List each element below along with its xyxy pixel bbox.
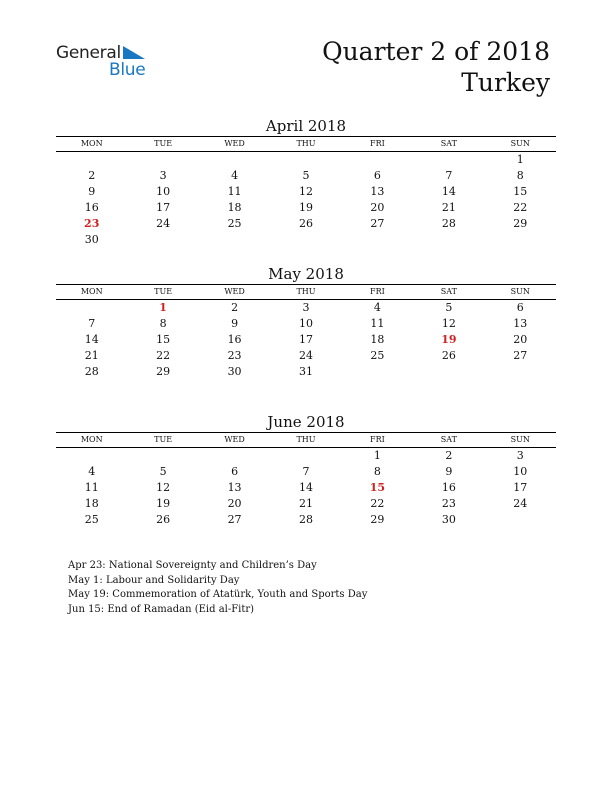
day-cell: 4 — [373, 301, 381, 314]
day-cell: 2 — [231, 301, 239, 314]
day-cell: 2 — [88, 169, 96, 182]
day-cell — [413, 152, 484, 168]
day-cell — [127, 232, 198, 248]
weekday-label: SUN — [510, 139, 530, 148]
week-row — [56, 348, 556, 364]
holiday-notes — [68, 559, 367, 617]
day-cell: 28 — [441, 217, 456, 230]
day-cell: 11 — [227, 185, 242, 198]
weekday-header — [56, 432, 556, 448]
day-cell: 28 — [298, 513, 313, 526]
weekday-label: SUN — [510, 435, 530, 444]
day-cell: 29 — [370, 513, 385, 526]
day-cell — [485, 232, 556, 248]
day-cell: 18 — [370, 333, 385, 346]
day-cell: 8 — [159, 317, 167, 330]
day-cell: 16 — [227, 333, 242, 346]
day-cell: 30 — [441, 513, 456, 526]
day-cell: 6 — [516, 301, 524, 314]
day-cell: 7 — [445, 169, 453, 182]
weekday-label: SAT — [440, 287, 457, 296]
day-cell: 29 — [513, 217, 528, 230]
day-cell: 20 — [370, 201, 385, 214]
holiday-note: May 1: Labour and Solidarity Day — [68, 574, 240, 586]
day-cell: 7 — [302, 465, 310, 478]
holiday-day-cell: 15 — [369, 481, 386, 494]
day-cell: 23 — [227, 349, 242, 362]
week-row — [56, 216, 556, 232]
day-cell: 17 — [156, 201, 171, 214]
day-cell: 21 — [84, 349, 99, 362]
day-cell: 12 — [441, 317, 456, 330]
holiday-note: Jun 15: End of Ramadan (Eid al-Fitr) — [68, 603, 255, 615]
day-cell — [342, 232, 413, 248]
month-name: June 2018 — [267, 413, 345, 431]
month-may — [56, 264, 556, 380]
holiday-day-cell: 23 — [84, 217, 100, 230]
day-cell: 18 — [227, 201, 242, 214]
holiday-note: May 19: Commemoration of Atatürk, Youth and Sports Day — [68, 589, 368, 600]
day-cell: 27 — [513, 349, 528, 362]
day-cell: 30 — [84, 233, 99, 246]
day-cell — [199, 448, 270, 464]
weekday-label: TUE — [154, 139, 173, 148]
day-cell — [56, 448, 127, 464]
day-cell: 25 — [227, 217, 242, 230]
logo-flag-icon — [123, 46, 145, 59]
day-cell: 31 — [298, 365, 313, 378]
logo-text-general: General — [56, 43, 121, 63]
day-cell: 12 — [156, 481, 171, 494]
weekday-label: TUE — [154, 435, 173, 444]
day-cell: 15 — [156, 333, 171, 346]
month-name: April 2018 — [265, 117, 347, 135]
day-cell: 5 — [159, 465, 167, 478]
month-april — [56, 116, 556, 248]
day-cell: 7 — [88, 317, 96, 330]
day-cell: 10 — [513, 465, 528, 478]
day-cell: 19 — [156, 497, 171, 510]
general-blue-logo — [56, 43, 156, 83]
week-row — [56, 232, 556, 248]
day-cell: 24 — [298, 349, 313, 362]
day-cell: 4 — [88, 465, 96, 478]
day-cell: 16 — [441, 481, 456, 494]
logo-text-blue: Blue — [109, 60, 146, 80]
day-cell: 13 — [370, 185, 385, 198]
day-cell — [127, 152, 198, 168]
weekday-label: FRI — [370, 139, 385, 148]
day-cell: 3 — [516, 449, 524, 462]
day-cell — [199, 232, 270, 248]
weekday-label: WED — [224, 287, 245, 296]
day-cell: 22 — [513, 201, 528, 214]
day-cell: 28 — [84, 365, 99, 378]
day-cell: 24 — [156, 217, 171, 230]
weekday-label: FRI — [370, 287, 385, 296]
weekday-header — [56, 136, 556, 152]
day-cell: 11 — [84, 481, 99, 494]
day-cell: 8 — [516, 169, 524, 182]
day-cell: 13 — [513, 317, 528, 330]
day-cell: 4 — [231, 169, 239, 182]
day-cell: 25 — [84, 513, 99, 526]
day-cell — [413, 232, 484, 248]
day-cell: 20 — [227, 497, 242, 510]
day-cell: 17 — [513, 481, 528, 494]
week-row — [56, 448, 556, 464]
day-cell: 21 — [298, 497, 313, 510]
day-cell: 5 — [302, 169, 310, 182]
title-quarter: Quarter 2 of 2018 — [322, 37, 550, 66]
day-cell: 1 — [516, 153, 524, 166]
holiday-day-cell: 19 — [441, 333, 457, 346]
day-cell — [485, 364, 556, 380]
month-june — [56, 412, 556, 528]
weekday-header — [56, 284, 556, 300]
day-cell — [56, 300, 127, 316]
day-cell: 15 — [513, 185, 528, 198]
day-cell: 3 — [159, 169, 167, 182]
day-cell: 9 — [445, 465, 453, 478]
day-cell: 5 — [445, 301, 453, 314]
day-cell: 29 — [156, 365, 171, 378]
day-cell: 13 — [227, 481, 242, 494]
day-cell: 6 — [373, 169, 381, 182]
week-row — [56, 152, 556, 168]
week-row — [56, 512, 556, 528]
day-cell: 24 — [513, 497, 528, 510]
day-cell — [270, 448, 341, 464]
week-row — [56, 300, 556, 316]
day-cell — [342, 152, 413, 168]
day-cell — [342, 364, 413, 380]
weekday-label: WED — [224, 139, 245, 148]
day-cell: 14 — [298, 481, 313, 494]
weekday-label: TUE — [154, 287, 173, 296]
week-row — [56, 168, 556, 184]
day-cell: 26 — [298, 217, 313, 230]
weekday-label: SAT — [440, 139, 457, 148]
week-row — [56, 184, 556, 200]
day-cell: 10 — [156, 185, 171, 198]
holiday-note: Apr 23: National Sovereignty and Children’s Day — [68, 560, 317, 571]
day-cell: 12 — [298, 185, 313, 198]
day-cell: 3 — [302, 301, 310, 314]
day-cell — [270, 152, 341, 168]
day-cell: 11 — [370, 317, 385, 330]
week-row — [56, 332, 556, 348]
weekday-label: MON — [80, 139, 103, 148]
weekday-label: THU — [296, 435, 316, 444]
day-cell: 19 — [298, 201, 313, 214]
day-cell: 25 — [370, 349, 385, 362]
weekday-label: FRI — [370, 435, 385, 444]
day-cell: 2 — [445, 449, 453, 462]
week-row — [56, 480, 556, 496]
day-cell: 1 — [373, 449, 381, 462]
day-cell: 17 — [298, 333, 313, 346]
day-cell: 26 — [441, 349, 456, 362]
month-name: May 2018 — [268, 265, 344, 283]
day-cell: 14 — [84, 333, 99, 346]
day-cell — [199, 152, 270, 168]
day-cell: 22 — [370, 497, 385, 510]
week-row — [56, 316, 556, 332]
day-cell: 18 — [84, 497, 99, 510]
day-cell — [56, 152, 127, 168]
page-title — [322, 36, 550, 98]
day-cell: 14 — [441, 185, 456, 198]
day-cell: 27 — [370, 217, 385, 230]
day-cell: 27 — [227, 513, 242, 526]
weekday-label: THU — [296, 139, 316, 148]
day-cell: 8 — [373, 465, 381, 478]
week-row — [56, 364, 556, 380]
day-cell: 30 — [227, 365, 242, 378]
day-cell — [485, 512, 556, 528]
week-row — [56, 200, 556, 216]
weekday-label: MON — [80, 435, 103, 444]
day-cell: 10 — [298, 317, 313, 330]
week-row — [56, 496, 556, 512]
day-cell: 9 — [88, 185, 96, 198]
day-cell: 23 — [441, 497, 456, 510]
weekday-label: WED — [224, 435, 245, 444]
weekday-label: MON — [80, 287, 103, 296]
day-cell: 26 — [156, 513, 171, 526]
title-country: Turkey — [461, 68, 550, 97]
weekday-label: SUN — [510, 287, 530, 296]
holiday-day-cell: 1 — [159, 301, 167, 314]
day-cell — [270, 232, 341, 248]
day-cell — [127, 448, 198, 464]
day-cell: 21 — [441, 201, 456, 214]
day-cell: 9 — [231, 317, 239, 330]
day-cell: 20 — [513, 333, 528, 346]
weekday-label: THU — [296, 287, 316, 296]
day-cell: 16 — [84, 201, 99, 214]
weekday-label: SAT — [440, 435, 457, 444]
day-cell: 6 — [231, 465, 239, 478]
day-cell — [413, 364, 484, 380]
week-row — [56, 464, 556, 480]
day-cell: 22 — [156, 349, 171, 362]
